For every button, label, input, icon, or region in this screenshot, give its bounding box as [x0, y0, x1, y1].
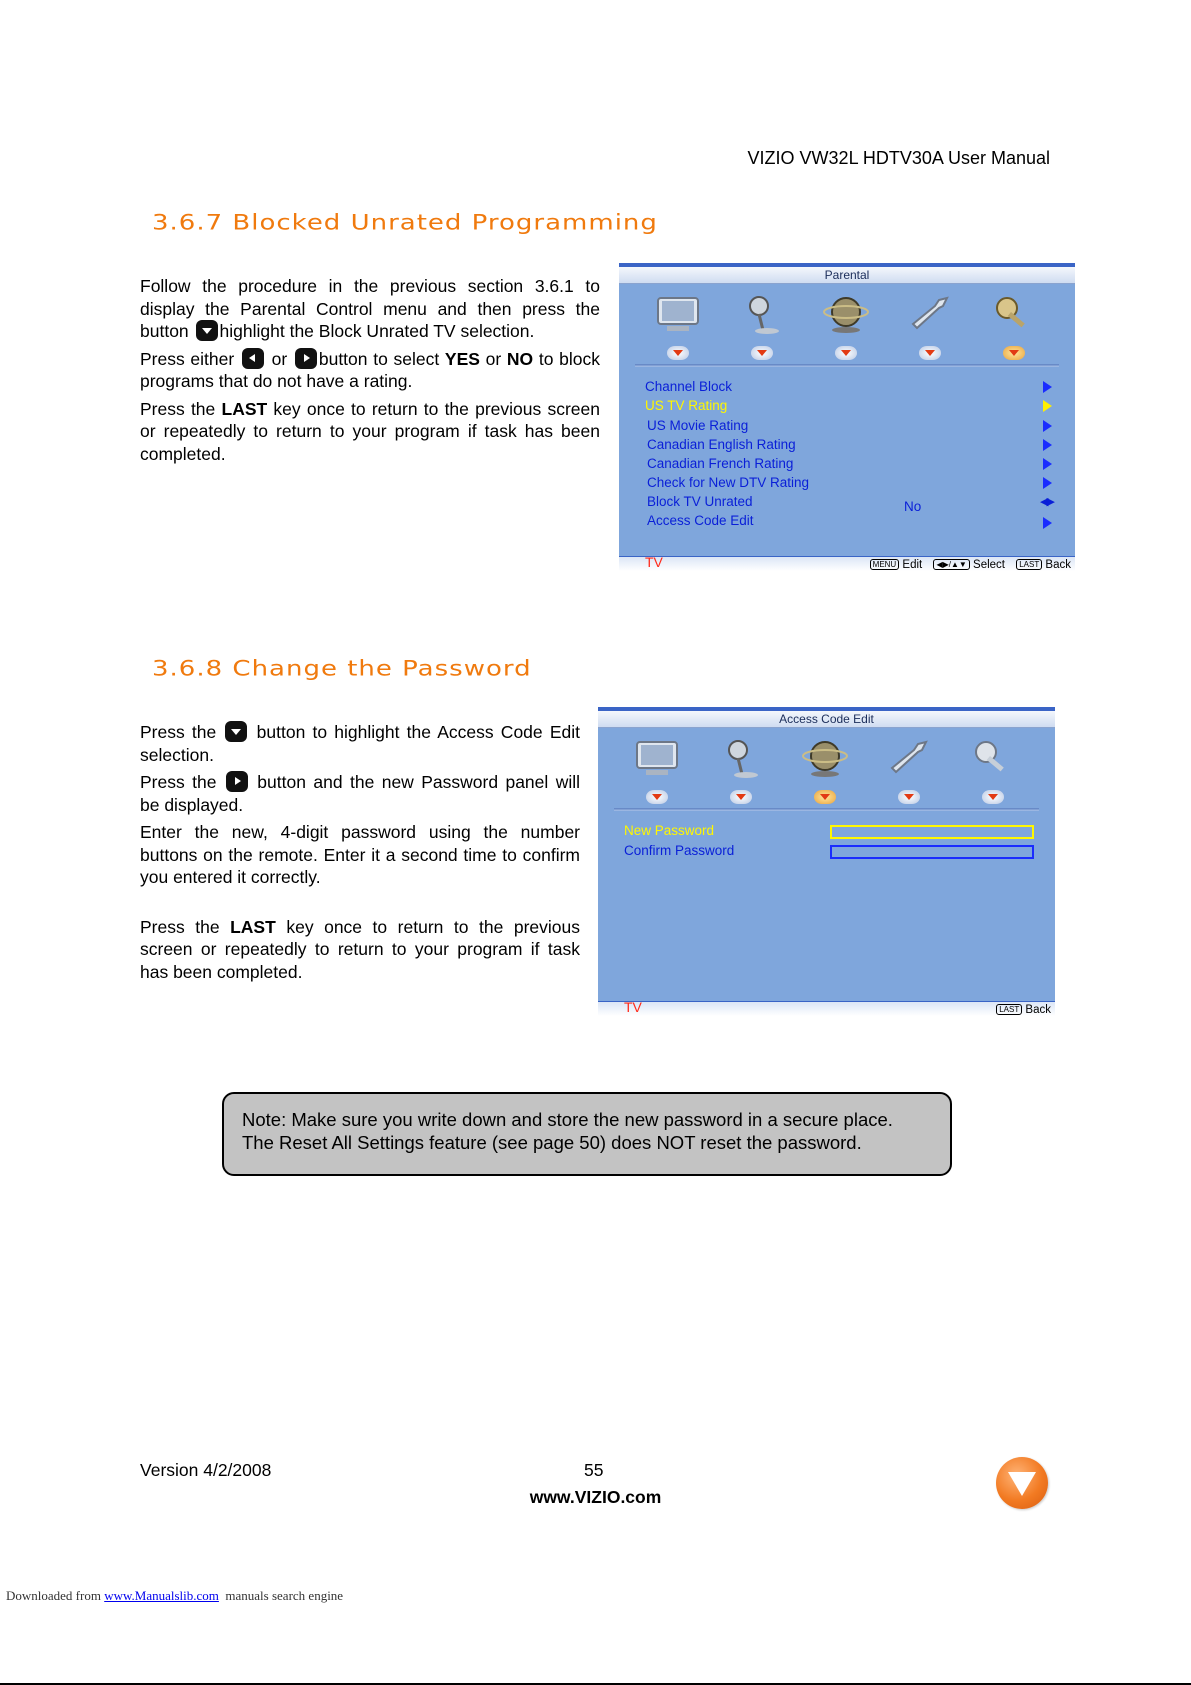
right-button-icon [295, 348, 317, 369]
version-label: Version 4/2/2008 [140, 1460, 272, 1480]
last-key-icon: LAST [996, 1004, 1022, 1015]
menu-tab-arrow-icon[interactable] [835, 346, 857, 360]
nav-key-icon: ◀▶/▲▼ [933, 559, 969, 570]
menu-item-canadian-french-rating[interactable]: Canadian French Rating [647, 456, 794, 471]
note-line-1: Note: Make sure you write down and store the new password in a secure place. [242, 1109, 893, 1130]
menu-item-channel-block[interactable]: Channel Block [645, 379, 733, 394]
left-right-arrows-icon: ◀▶ [1040, 496, 1053, 508]
menu-separator [635, 364, 1059, 367]
new-password-field[interactable] [830, 825, 1034, 839]
down-button-icon [225, 721, 247, 742]
submenu-arrow-icon [1043, 400, 1052, 412]
menu-icons-row [619, 284, 1075, 346]
section1-para1: Follow the procedure in the previous section 3.6.1 to display the Parental Control menu and then press the button highlight the Block Unrated TV selection. [140, 276, 600, 341]
menu-tab-arrow-icon[interactable] [646, 790, 668, 804]
access-code-edit-screen [598, 707, 1055, 1016]
menu-tab-arrow-icon[interactable] [667, 346, 689, 360]
satellite-dish-icon[interactable] [716, 736, 766, 780]
menu-arrows-row [598, 790, 1055, 808]
menu-icons-row [598, 728, 1055, 790]
menu-tab-arrow-icon[interactable] [982, 790, 1004, 804]
section2-para4: Press the LAST key once to return to the previous screen or repeatedly to return to your program if task has been completed. [140, 916, 580, 982]
menu-separator [614, 808, 1039, 811]
menu-tab-arrow-icon[interactable] [751, 346, 773, 360]
vizio-logo-icon [996, 1457, 1048, 1509]
confirm-password-label: Confirm Password [624, 843, 735, 858]
left-button-icon [242, 348, 264, 369]
menu-item-check-new-dtv-rating[interactable]: Check for New DTV Rating [647, 475, 810, 490]
new-password-label: New Password [624, 823, 715, 838]
right-button-icon [226, 771, 248, 792]
globe-icon[interactable] [821, 292, 871, 336]
section2-para1: Press the button to highlight the Access Code Edit selection. [140, 722, 580, 765]
parental-menu-screen [619, 263, 1075, 571]
manualslib-link[interactable]: www.Manualslib.com [104, 1588, 219, 1603]
menu-item-access-code-edit[interactable]: Access Code Edit [647, 513, 754, 528]
block-unrated-value: No [904, 499, 922, 514]
menu-tab-arrow-icon[interactable] [730, 790, 752, 804]
page-number: 55 [584, 1460, 604, 1480]
menu-item-canadian-english-rating[interactable]: Canadian English Rating [647, 437, 796, 452]
menu-item-us-tv-rating[interactable]: US TV Rating [645, 398, 728, 413]
submenu-arrow-icon [1043, 517, 1052, 529]
submenu-arrow-icon [1043, 381, 1052, 393]
confirm-password-field[interactable] [830, 845, 1034, 859]
menu-tab-arrow-active-icon[interactable] [814, 790, 836, 804]
key-icon[interactable] [968, 736, 1018, 780]
submenu-arrow-icon [1043, 477, 1052, 489]
footer-legend: LAST Back [988, 1004, 1051, 1016]
tv-icon[interactable] [653, 292, 703, 336]
last-key-icon: LAST [1016, 559, 1042, 570]
submenu-arrow-icon [1043, 420, 1052, 432]
menu-tab-arrow-icon[interactable] [919, 346, 941, 360]
menu-item-us-movie-rating[interactable]: US Movie Rating [647, 418, 749, 433]
section1-body [140, 275, 600, 470]
menu-tab-arrow-active-icon[interactable] [1003, 346, 1025, 360]
wrench-icon[interactable] [905, 292, 955, 336]
screen-footer [598, 1001, 1055, 1016]
source-label: TV [624, 999, 642, 1015]
menu-key-icon: MENU [870, 559, 900, 570]
note-box [222, 1092, 952, 1176]
satellite-dish-icon[interactable] [737, 292, 787, 336]
source-label: TV [645, 554, 663, 570]
screen-title: Access Code Edit [598, 711, 1055, 728]
submenu-arrow-icon [1043, 458, 1052, 470]
download-credit: Downloaded from www.Manualslib.com manuals search engine [6, 1588, 344, 1603]
note-line-2: The Reset All Settings feature (see page 50) does NOT reset the password. [242, 1132, 862, 1153]
screen-title: Parental [619, 267, 1075, 284]
section-heading-3-6-8: 3.6.8 Change the Password [152, 656, 532, 682]
down-button-icon [196, 320, 218, 341]
wrench-icon[interactable] [884, 736, 934, 780]
tv-icon[interactable] [632, 736, 682, 780]
vizio-url[interactable]: www.VIZIO.com [529, 1487, 662, 1507]
menu-tab-arrow-icon[interactable] [898, 790, 920, 804]
submenu-arrow-icon [1043, 439, 1052, 451]
section2-para3: Enter the new, 4-digit password using the number buttons on the remote. Enter it a second time to confirm you entered it correctly. [140, 822, 580, 887]
manual-title: VIZIO VW32L HDTV30A User Manual [747, 148, 1050, 168]
footer-legend: MENU Edit ◀▶/▲▼ Select LAST Back [862, 559, 1071, 571]
menu-item-block-tv-unrated[interactable]: Block TV Unrated [647, 494, 753, 509]
globe-icon[interactable] [800, 736, 850, 780]
section2-body [140, 721, 580, 988]
section2-para2: Press the button and the new Password panel will be displayed. [140, 772, 580, 815]
menu-arrows-row [619, 346, 1075, 364]
section1-para3: Press the LAST key once to return to the previous screen or repeatedly to return to your program if task has been completed. [140, 398, 600, 464]
section-heading-3-6-7: 3.6.7 Blocked Unrated Programming [152, 210, 658, 236]
section1-para2: Press either or button to select YES or NO to block programs that do not have a rating. [140, 348, 600, 391]
key-icon[interactable] [989, 292, 1039, 336]
